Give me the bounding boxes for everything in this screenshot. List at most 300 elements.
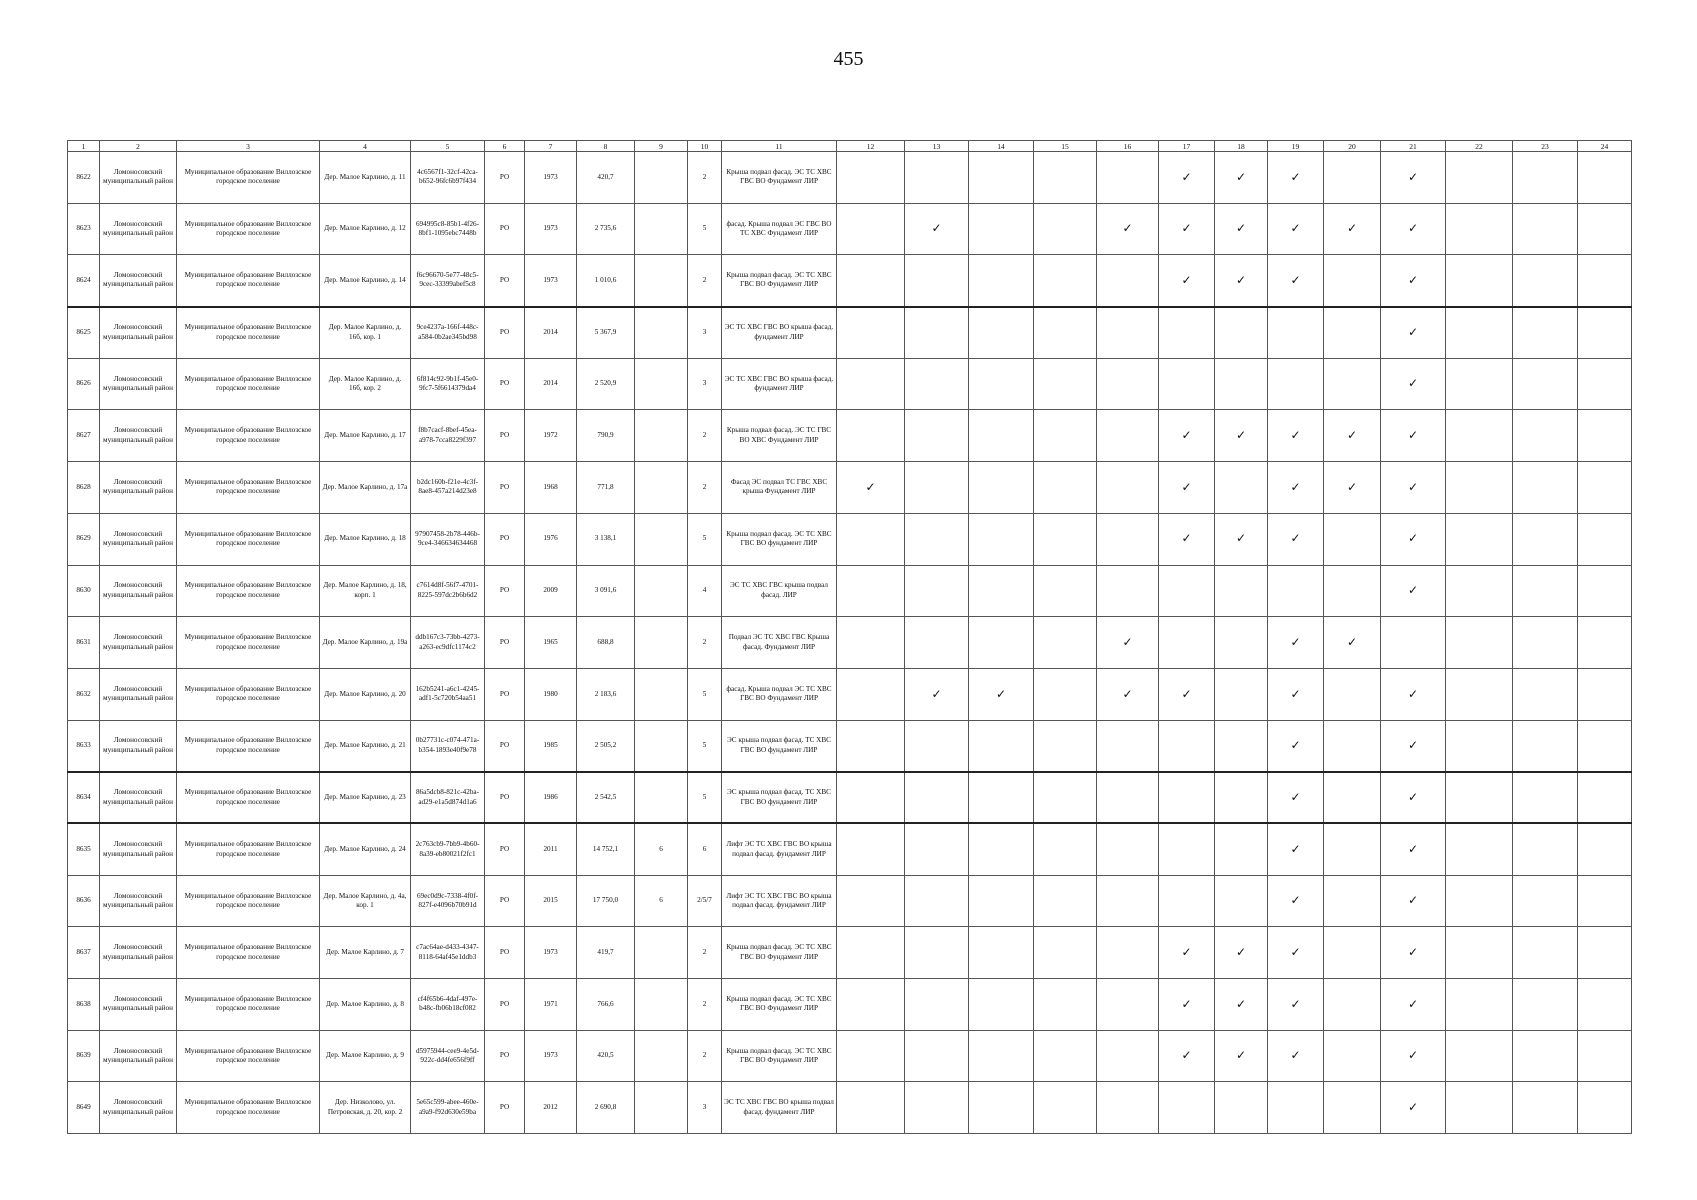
guid-cell: f8b7cacf-8bef-45ea-a978-7cca8229f397 <box>411 410 485 462</box>
table-row <box>68 979 1632 1031</box>
column-15-cell <box>1034 307 1097 359</box>
type-cell: РО <box>485 307 525 359</box>
checkmark-icon: ✓ <box>1407 686 1419 701</box>
column-13-cell <box>905 203 969 255</box>
guid-cell: ddb167c3-73bb-4273-a263-ec9dfc1174c2 <box>411 617 485 669</box>
checkmark-icon: ✓ <box>1122 221 1133 236</box>
column-14-cell <box>969 462 1034 514</box>
checkmark-icon: ✓ <box>1407 376 1419 391</box>
column-18-cell <box>1215 617 1268 669</box>
column-14-cell <box>969 617 1034 669</box>
table-row <box>68 410 1632 462</box>
column-15-cell <box>1034 1030 1097 1082</box>
checkmark-icon: ✓ <box>1235 531 1247 546</box>
column-number-header: 4 <box>320 141 411 152</box>
year-cell: 1986 <box>525 772 577 824</box>
column-16-cell <box>1097 410 1159 462</box>
column-9-cell <box>635 617 688 669</box>
column-13-cell <box>905 307 969 359</box>
column-number-header: 12 <box>837 141 905 152</box>
column-21-cell <box>1381 255 1446 307</box>
column-16-cell <box>1097 513 1159 565</box>
checkmark-icon: ✓ <box>1235 428 1247 443</box>
checkmark-icon: ✓ <box>1235 221 1247 236</box>
type-cell: РО <box>485 772 525 824</box>
checkmark-icon: ✓ <box>1290 893 1301 908</box>
column-24-cell <box>1578 1030 1632 1082</box>
type-cell: РО <box>485 617 525 669</box>
column-23-cell <box>1513 772 1578 824</box>
column-9-cell <box>635 1082 688 1134</box>
address-cell: Дер. Малое Карлино, д. 11 <box>320 152 411 204</box>
column-18-cell <box>1215 772 1268 824</box>
column-12-cell <box>837 927 905 979</box>
type-cell: РО <box>485 358 525 410</box>
column-17-cell <box>1159 720 1215 772</box>
guid-cell: 4c6567f1-32cf-42ca-b652-96fc6b97f434 <box>411 152 485 204</box>
area-cell: 1 010,6 <box>577 255 635 307</box>
row-number-cell: 8628 <box>68 462 100 514</box>
column-12-cell <box>837 255 905 307</box>
column-24-cell <box>1578 772 1632 824</box>
column-13-cell <box>905 462 969 514</box>
works-cell: Фасад ЭС подвал ТС ГВС ХВС крыша Фундамент ЛИР <box>722 462 837 514</box>
type-cell: РО <box>485 720 525 772</box>
guid-cell: 0b27731c-c074-471a-b354-1893e40f9e78 <box>411 720 485 772</box>
address-cell: Дер. Малое Карлино, д. 18, корп. 1 <box>320 565 411 617</box>
district-cell: Ломоносовский муниципальный район <box>100 875 177 927</box>
municipality-cell: Муниципальное образование Виллозское городское поселение <box>177 875 320 927</box>
column-10-cell: 2 <box>688 152 722 204</box>
type-cell: РО <box>485 668 525 720</box>
row-number-cell: 8624 <box>68 255 100 307</box>
row-number-cell: 8634 <box>68 772 100 824</box>
column-9-cell <box>635 772 688 824</box>
column-21-cell <box>1381 410 1446 462</box>
column-9-cell <box>635 565 688 617</box>
type-cell: РО <box>485 410 525 462</box>
column-18-cell <box>1215 203 1268 255</box>
municipality-cell: Муниципальное образование Виллозское городское поселение <box>177 307 320 359</box>
column-10-cell: 5 <box>688 720 722 772</box>
checkmark-icon: ✓ <box>1346 479 1358 494</box>
year-cell: 1985 <box>525 720 577 772</box>
column-19-cell <box>1268 565 1324 617</box>
type-cell: РО <box>485 1082 525 1134</box>
column-24-cell <box>1578 358 1632 410</box>
column-13-cell <box>905 927 969 979</box>
column-15-cell <box>1034 927 1097 979</box>
municipality-cell: Муниципальное образование Виллозское городское поселение <box>177 565 320 617</box>
checkmark-icon: ✓ <box>1290 531 1301 546</box>
checkmark-icon: ✓ <box>1290 686 1301 701</box>
municipality-cell: Муниципальное образование Виллозское городское поселение <box>177 1030 320 1082</box>
column-10-cell: 3 <box>688 358 722 410</box>
column-16-cell <box>1097 772 1159 824</box>
column-10-cell: 2 <box>688 1030 722 1082</box>
year-cell: 1973 <box>525 203 577 255</box>
column-23-cell <box>1513 255 1578 307</box>
column-22-cell <box>1446 772 1513 824</box>
year-cell: 1980 <box>525 668 577 720</box>
column-number-header: 2 <box>100 141 177 152</box>
type-cell: РО <box>485 979 525 1031</box>
column-14-cell <box>969 307 1034 359</box>
column-14-cell <box>969 203 1034 255</box>
district-cell: Ломоносовский муниципальный район <box>100 565 177 617</box>
column-22-cell <box>1446 152 1513 204</box>
table-row <box>68 203 1632 255</box>
type-cell: РО <box>485 565 525 617</box>
row-number-cell: 8635 <box>68 823 100 875</box>
works-cell: Лифт ЭС ТС ХВС ГВС ВО крыша подвал фасад. фундамент ЛИР <box>722 823 837 875</box>
guid-cell: d5975944-cee9-4e5d-922c-dd4fe656f9ff <box>411 1030 485 1082</box>
column-number-header: 19 <box>1268 141 1324 152</box>
column-14-cell <box>969 1030 1034 1082</box>
column-21-cell <box>1381 668 1446 720</box>
table-row <box>68 617 1632 669</box>
column-19-cell <box>1268 875 1324 927</box>
column-10-cell: 6 <box>688 823 722 875</box>
column-9-cell <box>635 152 688 204</box>
column-19-cell <box>1268 772 1324 824</box>
district-cell: Ломоносовский муниципальный район <box>100 462 177 514</box>
column-22-cell <box>1446 358 1513 410</box>
row-number-cell: 8636 <box>68 875 100 927</box>
column-13-cell <box>905 1030 969 1082</box>
column-17-cell <box>1159 1082 1215 1134</box>
column-number-header: 23 <box>1513 141 1578 152</box>
column-17-cell <box>1159 307 1215 359</box>
address-cell: Дер. Низколово, ул. Петровская, д. 20, кор. 2 <box>320 1082 411 1134</box>
row-number-cell: 8633 <box>68 720 100 772</box>
guid-cell: 694995c8-85b1-4f26-8bf1-1095ebc7448b <box>411 203 485 255</box>
column-9-cell <box>635 513 688 565</box>
table-row <box>68 565 1632 617</box>
column-16-cell <box>1097 255 1159 307</box>
column-18-cell <box>1215 152 1268 204</box>
buildings-table <box>67 140 1632 1134</box>
row-number-cell: 8639 <box>68 1030 100 1082</box>
column-22-cell <box>1446 203 1513 255</box>
column-12-cell <box>837 358 905 410</box>
column-number-header: 3 <box>177 141 320 152</box>
checkmark-icon: ✓ <box>1235 944 1247 959</box>
column-12-cell <box>837 152 905 204</box>
column-21-cell <box>1381 979 1446 1031</box>
municipality-cell: Муниципальное образование Виллозское городское поселение <box>177 410 320 462</box>
column-13-cell <box>905 1082 969 1134</box>
address-cell: Дер. Малое Карлино, д. 16б, кор. 1 <box>320 307 411 359</box>
works-cell: фасад. Крыша подвал ЭС ГВС ВО ТС ХВС Фундамент ЛИР <box>722 203 837 255</box>
column-16-cell <box>1097 927 1159 979</box>
column-14-cell <box>969 927 1034 979</box>
area-cell: 14 752,1 <box>577 823 635 875</box>
column-number-header: 20 <box>1324 141 1381 152</box>
column-14-cell <box>969 668 1034 720</box>
year-cell: 2012 <box>525 1082 577 1134</box>
column-14-cell <box>969 513 1034 565</box>
column-15-cell <box>1034 513 1097 565</box>
column-19-cell <box>1268 617 1324 669</box>
column-20-cell <box>1324 1030 1381 1082</box>
column-22-cell <box>1446 255 1513 307</box>
municipality-cell: Муниципальное образование Виллозское городское поселение <box>177 203 320 255</box>
table-container <box>67 140 1631 1134</box>
column-21-cell <box>1381 358 1446 410</box>
column-number-header: 8 <box>577 141 635 152</box>
year-cell: 1965 <box>525 617 577 669</box>
column-15-cell <box>1034 410 1097 462</box>
checkmark-icon: ✓ <box>1290 479 1301 494</box>
column-15-cell <box>1034 255 1097 307</box>
address-cell: Дер. Малое Карлино, д. 7 <box>320 927 411 979</box>
column-18-cell <box>1215 927 1268 979</box>
column-17-cell <box>1159 617 1215 669</box>
column-17-cell <box>1159 875 1215 927</box>
works-cell: Подвал ЭС ТС ХВС ГВС Крыша фасад. Фундамент ЛИР <box>722 617 837 669</box>
year-cell: 1976 <box>525 513 577 565</box>
column-24-cell <box>1578 203 1632 255</box>
year-cell: 2014 <box>525 358 577 410</box>
column-24-cell <box>1578 720 1632 772</box>
column-18-cell <box>1215 307 1268 359</box>
year-cell: 1968 <box>525 462 577 514</box>
column-number-header: 9 <box>635 141 688 152</box>
area-cell: 5 367,9 <box>577 307 635 359</box>
guid-cell: b2dc160b-f21e-4c3f-8ae8-457a214d23e8 <box>411 462 485 514</box>
row-number-cell: 8638 <box>68 979 100 1031</box>
column-23-cell <box>1513 152 1578 204</box>
column-15-cell <box>1034 1082 1097 1134</box>
column-17-cell <box>1159 410 1215 462</box>
checkmark-icon: ✓ <box>1290 944 1301 959</box>
column-16-cell <box>1097 1082 1159 1134</box>
column-17-cell <box>1159 668 1215 720</box>
column-18-cell <box>1215 462 1268 514</box>
type-cell: РО <box>485 152 525 204</box>
row-number-cell: 8632 <box>68 668 100 720</box>
municipality-cell: Муниципальное образование Виллозское городское поселение <box>177 772 320 824</box>
column-20-cell <box>1324 307 1381 359</box>
row-number-cell: 8631 <box>68 617 100 669</box>
column-10-cell: 4 <box>688 565 722 617</box>
district-cell: Ломоносовский муниципальный район <box>100 1082 177 1134</box>
column-14-cell <box>969 875 1034 927</box>
municipality-cell: Муниципальное образование Виллозское городское поселение <box>177 668 320 720</box>
address-cell: Дер. Малое Карлино, д. 17 <box>320 410 411 462</box>
column-22-cell <box>1446 979 1513 1031</box>
column-23-cell <box>1513 513 1578 565</box>
row-number-cell: 8649 <box>68 1082 100 1134</box>
column-13-cell <box>905 617 969 669</box>
checkmark-icon: ✓ <box>1407 789 1419 804</box>
column-22-cell <box>1446 565 1513 617</box>
column-13-cell <box>905 410 969 462</box>
checkmark-icon: ✓ <box>1181 686 1192 701</box>
column-22-cell <box>1446 927 1513 979</box>
column-12-cell <box>837 1030 905 1082</box>
column-23-cell <box>1513 203 1578 255</box>
column-24-cell <box>1578 462 1632 514</box>
checkmark-icon: ✓ <box>1290 789 1301 804</box>
checkmark-icon: ✓ <box>1407 583 1419 598</box>
column-18-cell <box>1215 875 1268 927</box>
column-14-cell <box>969 255 1034 307</box>
checkmark-icon: ✓ <box>1407 479 1419 494</box>
column-14-cell <box>969 823 1034 875</box>
column-22-cell <box>1446 1082 1513 1134</box>
checkmark-icon: ✓ <box>931 221 942 236</box>
column-13-cell <box>905 720 969 772</box>
column-17-cell <box>1159 927 1215 979</box>
column-24-cell <box>1578 617 1632 669</box>
column-21-cell <box>1381 1082 1446 1134</box>
column-18-cell <box>1215 565 1268 617</box>
column-18-cell <box>1215 358 1268 410</box>
column-15-cell <box>1034 203 1097 255</box>
column-15-cell <box>1034 462 1097 514</box>
column-20-cell <box>1324 927 1381 979</box>
column-9-cell <box>635 668 688 720</box>
checkmark-icon: ✓ <box>1407 996 1419 1011</box>
column-17-cell <box>1159 772 1215 824</box>
checkmark-icon: ✓ <box>1407 428 1419 443</box>
column-22-cell <box>1446 668 1513 720</box>
column-22-cell <box>1446 410 1513 462</box>
column-15-cell <box>1034 358 1097 410</box>
column-20-cell <box>1324 875 1381 927</box>
column-16-cell <box>1097 617 1159 669</box>
type-cell: РО <box>485 255 525 307</box>
column-18-cell <box>1215 255 1268 307</box>
table-row <box>68 1030 1632 1082</box>
column-13-cell <box>905 255 969 307</box>
column-9-cell <box>635 307 688 359</box>
row-number-cell: 8626 <box>68 358 100 410</box>
column-9-cell <box>635 1030 688 1082</box>
area-cell: 420,5 <box>577 1030 635 1082</box>
address-cell: Дер. Малое Карлино, д. 8 <box>320 979 411 1031</box>
area-cell: 771,8 <box>577 462 635 514</box>
checkmark-icon: ✓ <box>1235 169 1247 184</box>
column-17-cell <box>1159 255 1215 307</box>
column-15-cell <box>1034 823 1097 875</box>
address-cell: Дер. Малое Карлино, д. 16б, кор. 2 <box>320 358 411 410</box>
column-number-header: 16 <box>1097 141 1159 152</box>
column-9-cell <box>635 720 688 772</box>
guid-cell: 162b5241-a6c1-4245-adf1-5c720b54aa51 <box>411 668 485 720</box>
column-12-cell <box>837 410 905 462</box>
column-24-cell <box>1578 979 1632 1031</box>
column-22-cell <box>1446 617 1513 669</box>
column-19-cell <box>1268 152 1324 204</box>
address-cell: Дер. Малое Карлино, д. 4а, кор. 1 <box>320 875 411 927</box>
column-23-cell <box>1513 1030 1578 1082</box>
column-21-cell <box>1381 565 1446 617</box>
column-24-cell <box>1578 1082 1632 1134</box>
column-24-cell <box>1578 565 1632 617</box>
column-12-cell <box>837 513 905 565</box>
column-17-cell <box>1159 203 1215 255</box>
checkmark-icon: ✓ <box>1346 634 1358 649</box>
column-22-cell <box>1446 513 1513 565</box>
works-cell: фасад. Крыша подвал ЭС ТС ХВС ГВС ВО Фундамент ЛИР <box>722 668 837 720</box>
column-22-cell <box>1446 462 1513 514</box>
column-12-cell <box>837 1082 905 1134</box>
table-row <box>68 358 1632 410</box>
column-12-cell <box>837 772 905 824</box>
type-cell: РО <box>485 927 525 979</box>
area-cell: 2 183,6 <box>577 668 635 720</box>
checkmark-icon: ✓ <box>1407 944 1419 959</box>
column-18-cell <box>1215 410 1268 462</box>
column-10-cell: 5 <box>688 513 722 565</box>
column-13-cell <box>905 358 969 410</box>
district-cell: Ломоносовский муниципальный район <box>100 772 177 824</box>
works-cell: ЭС крыша подвал фасад. ТС ХВС ГВС ВО фундамент ЛИР <box>722 720 837 772</box>
column-24-cell <box>1578 668 1632 720</box>
year-cell: 2009 <box>525 565 577 617</box>
column-19-cell <box>1268 823 1324 875</box>
column-number-header: 24 <box>1578 141 1632 152</box>
column-24-cell <box>1578 927 1632 979</box>
guid-cell: cf4f65b6-4daf-497e-b48c-fb06b18cf082 <box>411 979 485 1031</box>
column-18-cell <box>1215 513 1268 565</box>
column-20-cell <box>1324 203 1381 255</box>
column-23-cell <box>1513 720 1578 772</box>
column-23-cell <box>1513 358 1578 410</box>
works-cell: Крыша подвал фасад. ЭС ТС ГВС ВО ХВС Фундамент ЛИР <box>722 410 837 462</box>
column-19-cell <box>1268 1030 1324 1082</box>
area-cell: 419,7 <box>577 927 635 979</box>
column-16-cell <box>1097 152 1159 204</box>
column-17-cell <box>1159 1030 1215 1082</box>
column-15-cell <box>1034 772 1097 824</box>
table-row <box>68 307 1632 359</box>
checkmark-icon: ✓ <box>1181 272 1192 287</box>
column-13-cell <box>905 152 969 204</box>
district-cell: Ломоносовский муниципальный район <box>100 358 177 410</box>
table-row <box>68 513 1632 565</box>
column-9-cell <box>635 358 688 410</box>
works-cell: Лифт ЭС ТС ХВС ГВС ВО крыша подвал фасад. фундамент ЛИР <box>722 875 837 927</box>
table-row <box>68 927 1632 979</box>
table-row <box>68 152 1632 204</box>
column-15-cell <box>1034 875 1097 927</box>
column-13-cell <box>905 513 969 565</box>
checkmark-icon: ✓ <box>1290 841 1301 856</box>
checkmark-icon: ✓ <box>1290 1048 1301 1063</box>
column-20-cell <box>1324 358 1381 410</box>
column-16-cell <box>1097 565 1159 617</box>
column-23-cell <box>1513 617 1578 669</box>
column-17-cell <box>1159 565 1215 617</box>
column-number-header: 17 <box>1159 141 1215 152</box>
column-16-cell <box>1097 1030 1159 1082</box>
column-22-cell <box>1446 307 1513 359</box>
checkmark-icon: ✓ <box>1346 428 1358 443</box>
column-number-header: 14 <box>969 141 1034 152</box>
works-cell: ЭС ТС ХВС ГВС крыша подвал фасад. ЛИР <box>722 565 837 617</box>
column-14-cell <box>969 979 1034 1031</box>
column-number-row <box>68 141 1632 152</box>
column-10-cell: 2/5/7 <box>688 875 722 927</box>
column-16-cell <box>1097 823 1159 875</box>
column-15-cell <box>1034 720 1097 772</box>
municipality-cell: Муниципальное образование Виллозское городское поселение <box>177 720 320 772</box>
column-24-cell <box>1578 255 1632 307</box>
